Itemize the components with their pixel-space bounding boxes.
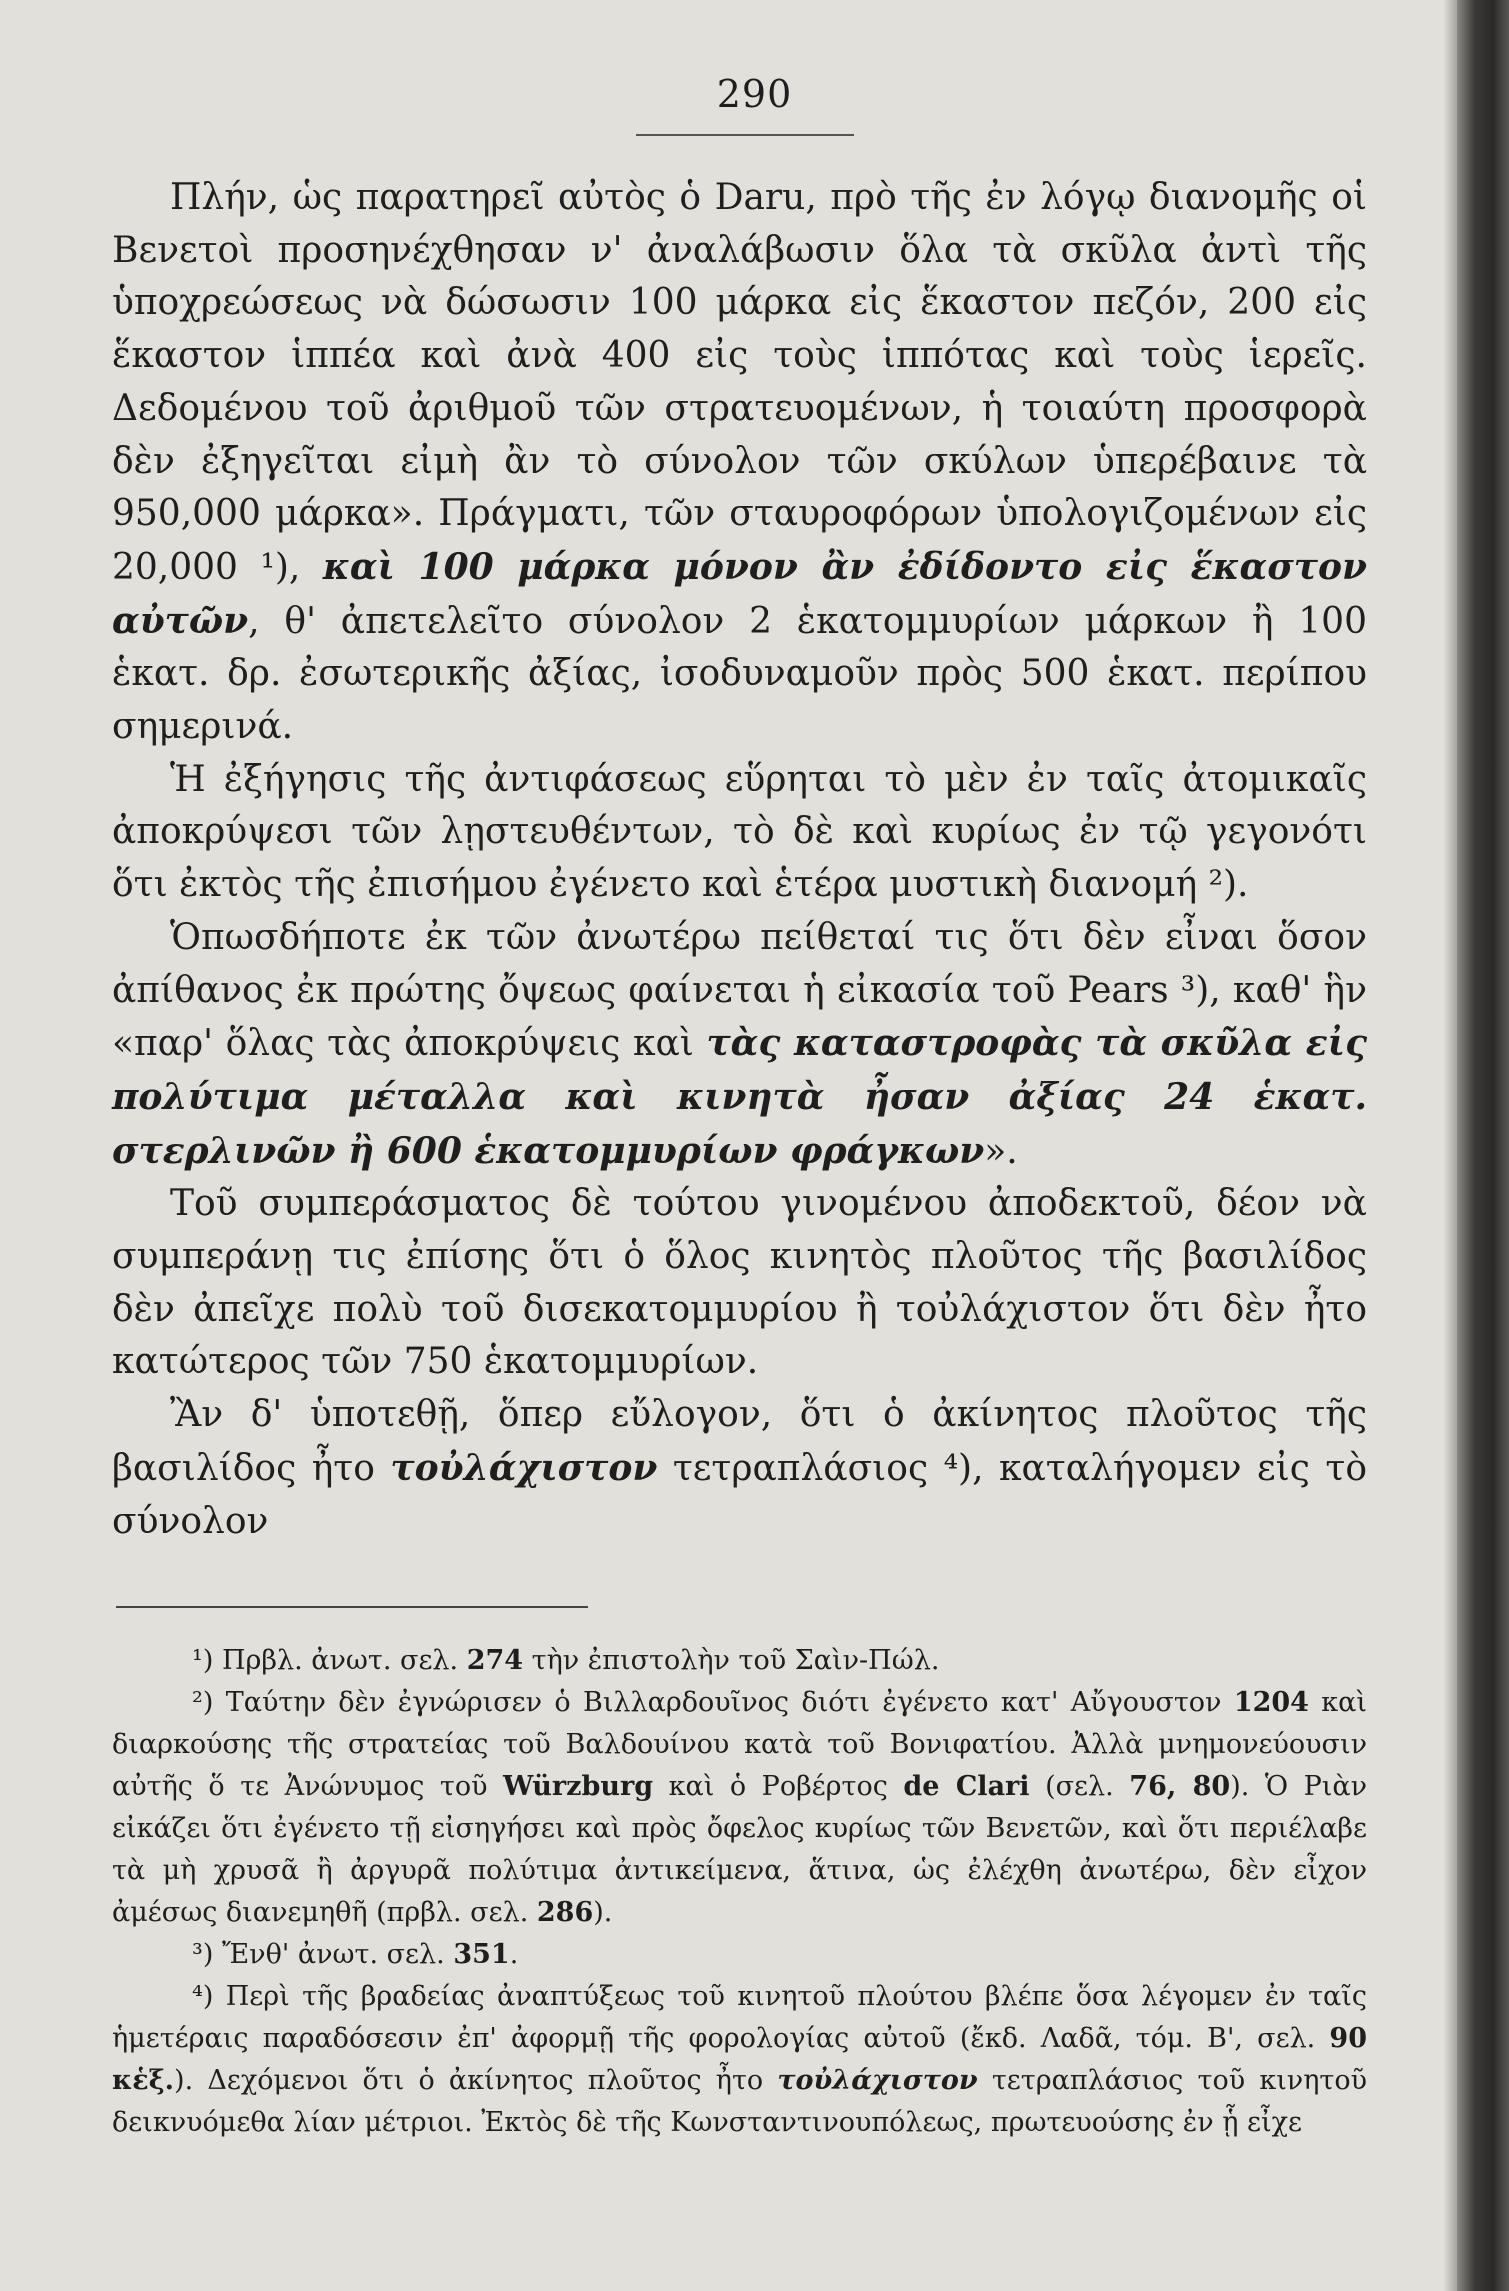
text-run: ). Δεχόμενοι ὅτι ὁ ἀκίνητος πλοῦτος ἦτο — [174, 2065, 778, 2096]
page-number: 290 — [716, 72, 793, 116]
author-name-pears: Pears — [1067, 969, 1169, 1011]
book-spine — [1457, 0, 1509, 2291]
footnotes — [112, 1640, 1367, 2144]
footnote-1 — [112, 1640, 1367, 1682]
paragraph-5 — [112, 1389, 1367, 1548]
author-clari: de Clari — [903, 1771, 1030, 1802]
place-wurzburg: Würzburg — [503, 1771, 654, 1802]
text-run: τετραπλάσιος ⁴), καταλήγομεν εἰς τὸ σύνολον — [112, 1447, 1367, 1542]
footnote-2 — [112, 1682, 1367, 1934]
text-run: ). Ὁ Ριὰν εἰκάζει ὅτι ἐγένετο τῇ εἰσηγήσει καὶ πρὸς ὄφελος κυρίως τῶν Βενετῶν, καὶ ὅτι περιέλαβε τὰ μὴ χρυσᾶ ἢ ἀργυρᾶ πολύτιμα ἀντικείμενα, ἅτινα, ὡς ἐλέχθη ἀνωτέρω, δὲν εἶχον ἀμέσως διανεμηθῆ (πρβλ. σελ. — [112, 1771, 1367, 1928]
text-run: ). — [593, 1897, 613, 1928]
header-rule — [636, 134, 854, 136]
page-ref: 76, 80 — [1129, 1771, 1231, 1802]
page-ref: 286 — [536, 1897, 594, 1928]
text-run: καὶ διαρκούσης τῆς στρατείας τοῦ Βαλδουίνου κατὰ τοῦ Βονιφατίου. Ἀλλὰ μνημονεύουσιν αὐτῆς ὅ τε Ἀνώνυμος τοῦ — [112, 1687, 1368, 1802]
author-name-daru: Daru — [714, 177, 806, 218]
text-run: τὴν ἐπιστολὴν τοῦ Σαὶν-Πώλ. — [523, 1645, 940, 1676]
text-run: τετραπλάσιος τοῦ κινητοῦ δεικνυόμεθα λίαν μέτριοι. Ἐκτὸς δὲ τῆς Κωνσταντινουπόλεως, πρωτευούσης ἐν ᾗ εἶχε — [112, 2065, 1367, 2138]
year-ref: 1204 — [1233, 1687, 1309, 1718]
text-run: ²) Ταύτην δὲν ἐγνώρισεν ὁ Βιλλαρδουῖνος διότι ἐγένετο κατ' Αὔγουστον — [192, 1687, 1234, 1718]
paragraph-1 — [112, 172, 1367, 754]
text-run: ³) Ἔνθ' ἀνωτ. σελ. — [192, 1939, 454, 1970]
text-run: . — [509, 1939, 519, 1970]
text-run: (σελ. — [1029, 1771, 1130, 1802]
text-run: Ἂν δ' ὑποτεθῇ, ὅπερ εὔλογον, ὅτι ὁ ἀκίνητος πλοῦτος τῆς βασιλίδος ἦτο — [112, 1394, 1367, 1489]
main-text — [112, 172, 1367, 1548]
text-run: Πλήν, ὡς παρατηρεῖ αὐτὸς ὁ — [170, 177, 715, 218]
footnote-4 — [112, 1976, 1367, 2144]
text-run: καὶ ὁ Ροβέρτος — [653, 1771, 904, 1802]
paragraph-4: Τοῦ συμπεράσματος δὲ τούτου γινομένου ἀποδεκτοῦ, δέον νὰ συμπεράνῃ τις ἐπίσης ὅτι ὁ ὅλος κινητὸς πλοῦτος τῆς βασιλίδος δὲν ἀπεῖχε πολὺ τοῦ δισεκατομμυρίου ἢ τοὐλάχιστον ὅτι δὲν ἦτο κατώτερος τῶν 750 ἑκατομμυρίων. — [112, 1183, 1367, 1383]
text-run: ¹) Πρβλ. ἀνωτ. σελ. — [192, 1645, 467, 1676]
text-run: , θ' ἀπετελεῖτο σύνολον 2 ἑκατομμυρίων μάρκων ἢ 100 ἑκατ. δρ. ἐσωτερικῆς ἀξίας, ἰσοδυναμοῦν πρὸς 500 ἑκατ. περίπου σημερινά. — [112, 600, 1367, 748]
footnote-rule — [116, 1606, 588, 1608]
text-run: , πρὸ τῆς ἐν λόγῳ διανομῆς οἱ Βενετοὶ προσηνέχθησαν ν' ἀναλάβωσιν ὅλα τὰ σκῦλα ἀντὶ τῆς ὑποχρεώσεως νὰ δώσωσιν 100 μάρκα εἰς ἕκαστον πεζόν, 200 εἰς ἕκαστον ἱππέα καὶ ἀνὰ 400 εἰς τοὺς ἱππότας καὶ τοὺς ἱερεῖς. Δεδομένου τοῦ ἀριθμοῦ τῶν στρατευομένων, ἡ τοιαύτη προσφορὰ δὲν ἐξηγεῖται εἰμὴ ἂν τὸ σύνολον τῶν σκύλων ὑπερέβαινε τὰ 950,000 μάρκα». Πράγματι, τῶν σταυροφόρων ὑπολογιζομένων εἰς 20,000 ¹), — [112, 177, 1367, 588]
text-run: Ὁπωσδήποτε ἐκ τῶν ἀνωτέρω πείθεταί τις ὅτι δὲν εἶναι ὅσον ἀπίθανος ἐκ πρώτης ὄψεως φαίνεται ἡ εἰκασία τοῦ — [112, 916, 1367, 1011]
text-run: ». — [984, 1130, 1018, 1172]
paragraph-2: Ἡ ἐξήγησις τῆς ἀντιφάσεως εὕρηται τὸ μὲν ἐν ταῖς ἀτομικαῖς ἀποκρύψεσι τῶν λῃστευθέντων, τὸ δὲ καὶ κυρίως ἐν τῷ γεγονότι ὅτι ἐκτὸς τῆς ἐπισήμου ἐγένετο καὶ ἑτέρα μυστικὴ διανομή ²). — [112, 758, 1367, 906]
page-shadow — [1443, 0, 1457, 2291]
page-ref: 351 — [453, 1939, 510, 1970]
footnote-3 — [112, 1934, 1367, 1976]
text-run: ³), καθ' ἣν «παρ' ὅλας τὰς ἀποκρύψεις καὶ — [112, 969, 1367, 1065]
italic-quote: τὰς καταστροφὰς τὰ σκῦλα εἰς πολύτιμα μέταλλα καὶ κινητὰ ἦσαν ἀξίας 24 ἑκατ. στερλινῶν ἢ 600 ἑκατομμυρίων φράγκων — [112, 1022, 1367, 1172]
italic-word: τοὐλάχιστον — [777, 2065, 978, 2096]
page-ref: 274 — [466, 1645, 524, 1676]
page-ref: 90 κἑξ. — [112, 2023, 1367, 2096]
italic-word: τοὐλάχιστον — [390, 1446, 658, 1489]
text-run: ⁴) Περὶ τῆς βραδείας ἀναπτύξεως τοῦ κινητοῦ πλούτου βλέπε ὅσα λέγομεν ἐν ταῖς ἡμετέραις παραδόσεσιν ἐπ' ἀφορμῇ τῆς φορολογίας αὐτοῦ (ἔκδ. Λαδᾶ, τόμ. Β', σελ. — [112, 1981, 1367, 2054]
paragraph-3 — [112, 912, 1367, 1179]
italic-phrase: καὶ 100 μάρκα μόνον ἂν ἐδίδοντο εἰς ἕκαστον αὐτῶν — [112, 545, 1367, 642]
